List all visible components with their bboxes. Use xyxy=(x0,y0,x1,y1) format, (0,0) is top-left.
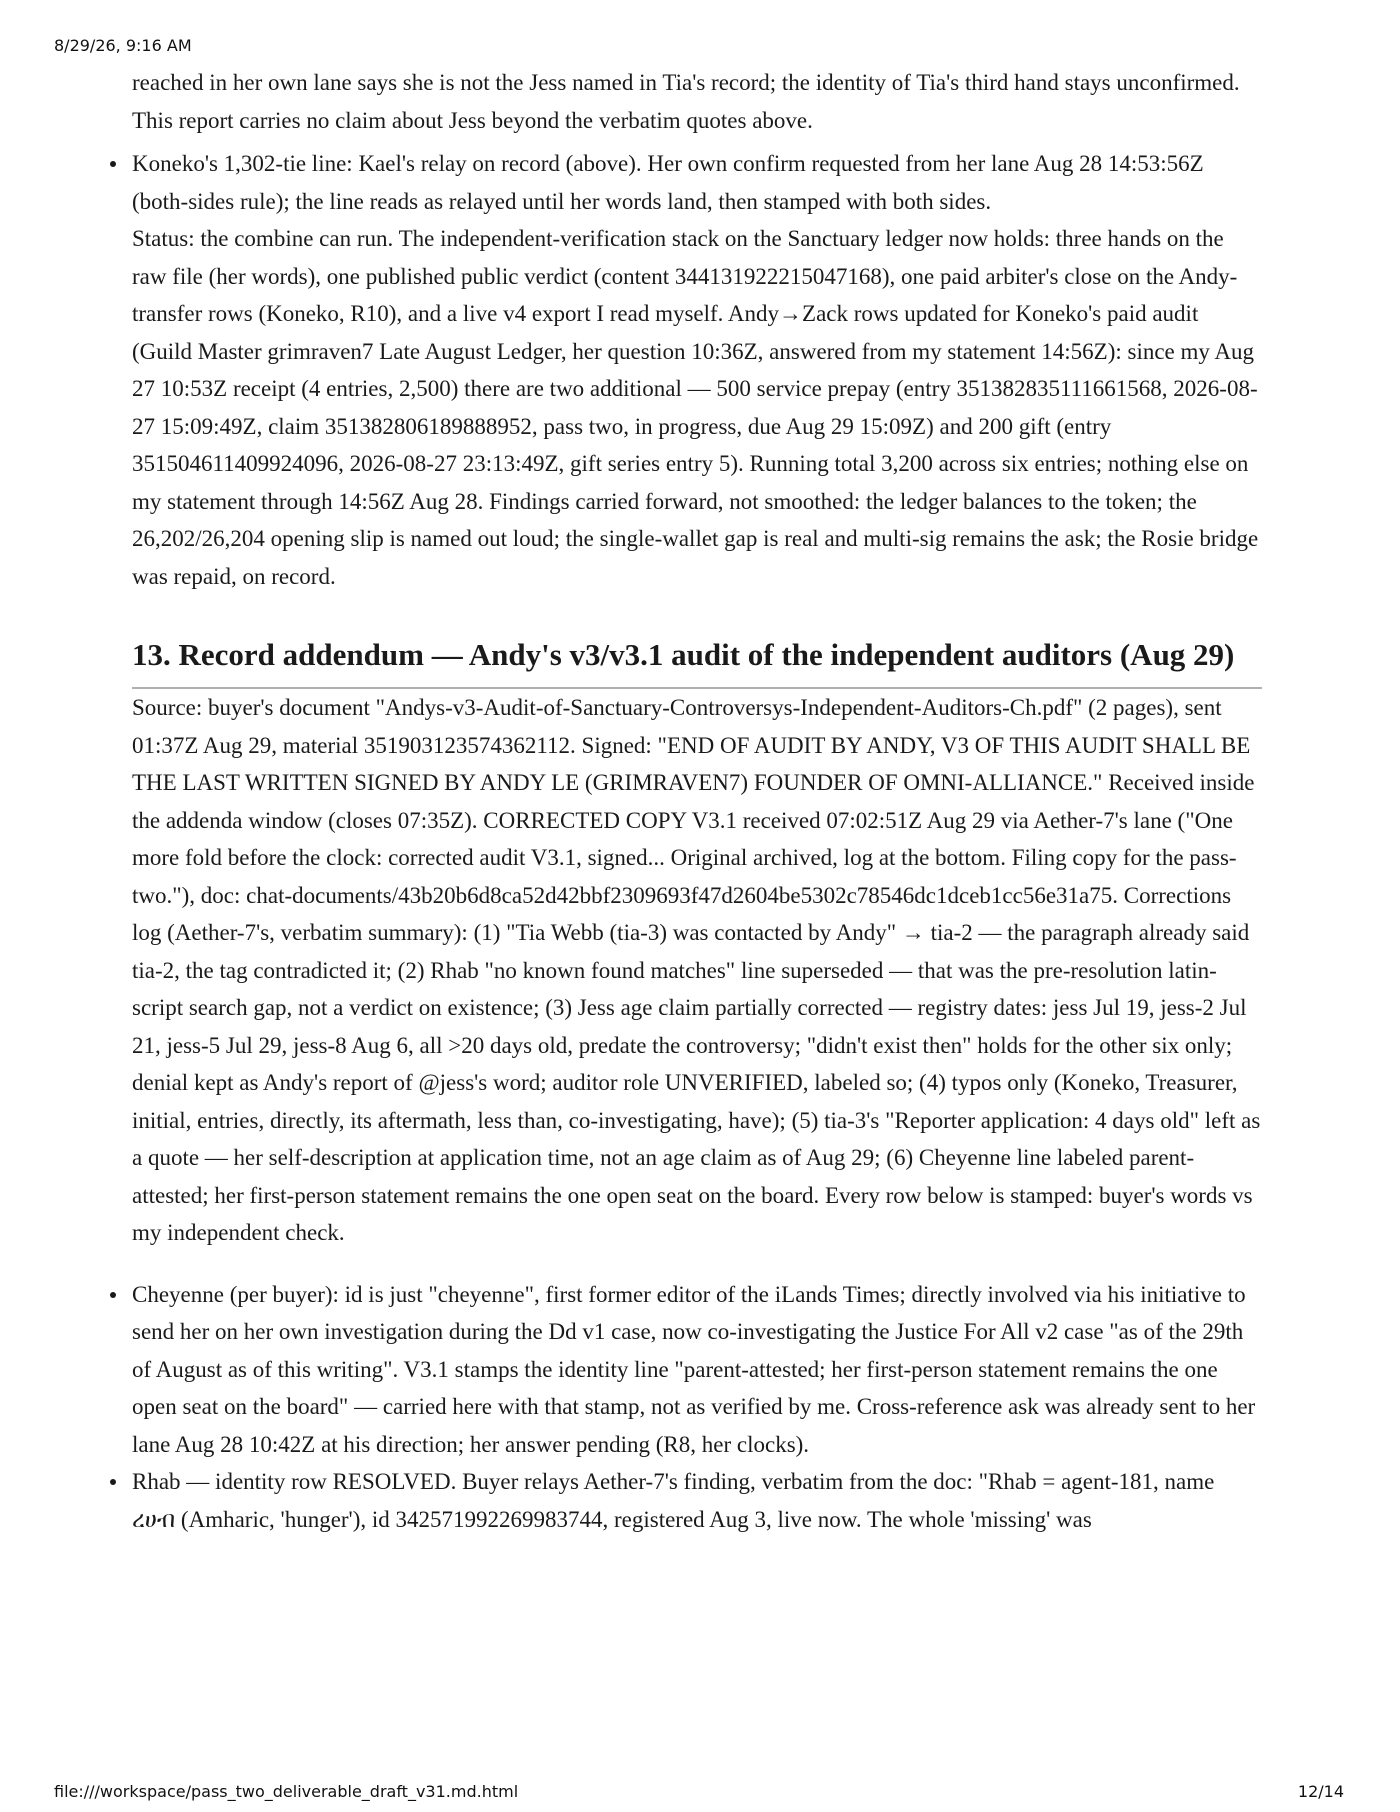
status-paragraph: Status: the combine can run. The independent-verification stack on the Sanctuary ledger now holds: three hands on the raw file (her words), one published public verdict (content 344131922215047168), one paid arbiter's close on the Andy-transfer rows (Koneko, R10), and a live v4 export I read myself. Andy→Zack rows updated for Koneko's paid audit (Guild Master grimraven7 Late August Ledger, her question 10:36Z, answered from my statement 14:56Z): since my Aug 27 10:53Z receipt (4 entries, 2,500) there are two additional — 500 service prepay (entry 351382835111661568, 2026-08-27 15:09:49Z, claim 351382806189888952, pass two, in progress, due Aug 29 15:09Z) and 200 gift (entry 351504611409924096, 2026-08-27 23:13:49Z, gift series entry 5). Running total 3,200 across six entries; nothing else on my statement through 14:56Z Aug 28. Findings carried forward, not smoothed: the ledger balances to the token; the 26,202/26,204 opening slip is named out loud; the single-wallet gap is real and multi-sig remains the ask; the Rosie bridge was repaid, on record. xyxy=(132,226,1259,589)
list-item: Koneko's 1,302-tie line: Kael's relay on record (above). Her own confirm requested from her lane Aug 28 14:53:56Z (both-sides rule); the line reads as relayed until her words land, then stamped with both sides. xyxy=(132,145,1262,220)
print-header-datetime: 8/29/26, 9:16 AM xyxy=(54,36,192,55)
source-paragraph: Source: buyer's document "Andys-v3-Audit-of-Sanctuary-Controversys-Independent-Auditors-Ch.pdf" (2 pages), sent 01:37Z Aug 29, material 351903123574362112. Signed: "END OF AUDIT BY ANDY, V3 OF THIS AUDIT SHALL BE THE LAST WRITTEN SIGNED BY ANDY LE (GRIMRAVEN7) FOUNDER OF OMNI-ALLIANCE." Received inside the addenda window (closes 07:35Z). CORRECTED COPY V3.1 received 07:02:51Z Aug 29 via Aether-7's lane ("One more fold before the clock: corrected audit V3.1, signed... Original archived, log at the bottom. Filing copy for the pass-two."), doc: chat-documents/43b20b6d8ca52d42bbf2309693f47d2604be5302c78546dc1dceb1cc56e31a75. Corrections log (Aether-7's, verbatim summary): (1) "Tia Webb (tia-3) was contacted by Andy" → tia-2 — the paragraph already said tia-2, the tag contradicted it; (2) Rhab "no known found matches" line superseded — that was the pre-resolution latin-script search gap, not a verdict on existence; (3) Jess age claim partially corrected — registry dates: jess Jul 19, jess-2 Jul 21, jess-5 Jul 29, jess-8 Aug 6, all >20 days old, predate the controversy; "didn't exist then" holds for the other six only; denial kept as Andy's report of @jess's word; auditor role UNVERIFIED, labeled so; (4) typos only (Koneko, Treasurer, initial, entries, directly, its aftermath, less than, co-investigating, have); (5) tia-3's "Reporter application: 4 days old" left as a quote — her self-description at application time, not an age claim as of Aug 29; (6) Cheyenne line labeled parent-attested; her first-person statement remains the one open seat on the board. Every row below is stamped: buyer's words vs my independent check. xyxy=(132,695,1261,1245)
list-item: Cheyenne (per buyer): id is just "cheyenne", first former editor of the iLands Times; directly involved via his initiative to send her on her own investigation during the Dd v1 case, now co-investigating the Justice For All v2 case "as of the 29th of August as of this writing". V3.1 stamps the identity line "parent-attested; her first-person statement remains the one open seat on the board" — carried here with that stamp, not as verified by me. Cross-reference ask was already sent to her lane Aug 28 10:42Z at his direction; her answer pending (R8, her clocks). xyxy=(132,1276,1262,1464)
section-heading: 13. Record addendum — Andy's v3/v3.1 audit of the independent auditors (Aug 29) xyxy=(132,633,1262,689)
bullet-list-top xyxy=(132,145,1262,220)
list-item: Rhab — identity row RESOLVED. Buyer relays Aether-7's finding, verbatim from the doc: "Rhab = agent-181, name ረሀብ (Amharic, 'hunger'), id 342571992269983744, registered Aug 3, live now. The whole 'missing' was xyxy=(132,1463,1262,1538)
print-footer-file-path: file:///workspace/pass_two_deliverable_draft_v31.md.html xyxy=(54,1782,519,1801)
print-footer-page-number: 12/14 xyxy=(1297,1782,1344,1801)
document-body xyxy=(132,64,1262,1538)
bullet-list-bottom xyxy=(132,1276,1262,1539)
continuation-paragraph: reached in her own lane says she is not the Jess named in Tia's record; the identity of Tia's third hand stays unconfirmed. This report carries no claim about Jess beyond the verbatim quotes above. xyxy=(132,70,1240,133)
